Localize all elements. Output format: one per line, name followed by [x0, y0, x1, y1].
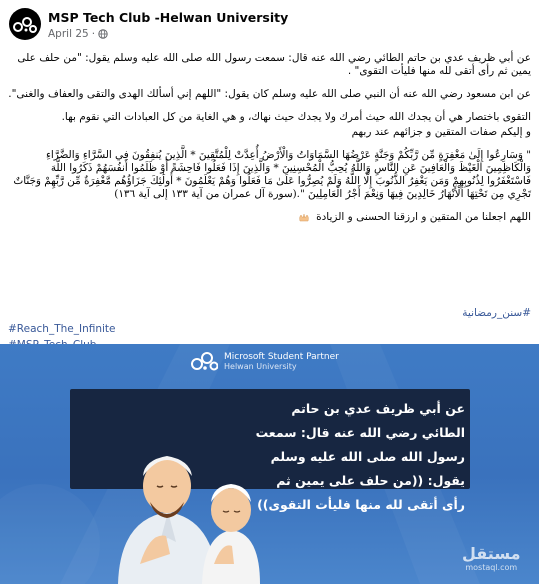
logo-subtitle: Helwan University	[224, 361, 297, 371]
paragraph-hadith-2: عن ابن مسعود رضي الله عنه أن النبي صلى الله عليه وسلم كان يقول: "اللهم إني أسألك الهدى والتقى والعفاف والغنى".	[8, 88, 531, 100]
paragraph-dua	[8, 211, 531, 224]
paragraph-taqwa: التقوى باختصار هي أن يجدك الله حيث أمرك ولا يجدك حيث نهاك، و هي الغاية من كل العبادات التي نقوم بها.	[61, 111, 531, 123]
post-image[interactable]	[0, 344, 539, 584]
paragraph-intro: و إليكم صفات المتقين و جزائهم عند ربهم	[351, 126, 531, 138]
dua-text: اللهم اجعلنا من المتقين و ارزقنا الحسنى و الزيادة	[316, 211, 531, 223]
quran-verses: " وَسَارِعُوا إِلَىٰ مَغْفِرَةٍ مِّن رَّبِّكُمْ وَجَنَّةٍ عَرْضُهَا السَّمَاوَاتُ وَالْأَرْضُ أُعِدَّتْ لِلْمُتَّقِينَ * الَّذِينَ يُنفِقُونَ فِي السَّرَّاءِ وَالضَّرَّاءِ وَالْكَاظِمِينَ الْغَيْظَ وَالْعَافِينَ عَنِ النَّاسِ وَاللَّهُ يُحِبُّ الْمُحْسِنِينَ * وَالَّذِينَ إِذَا فَعَلُوا فَاحِشَةً أَوْ ظَلَمُوا أَنفُسَهُمْ ذَكَرُوا اللَّهَ فَاسْتَغْفَرُوا لِذُنُوبِهِمْ وَمَن يَغْفِرُ الذُّنُوبَ إِلَّا اللَّهُ وَلَمْ يُصِرُّوا عَلَىٰ مَا فَعَلُوا وَهُمْ يَعْلَمُونَ * أُولَٰئِكَ جَزَاؤُهُم مَّغْفِرَةٌ مِّن رَّبِّهِمْ وَجَنَّاتٌ تَجْرِي مِن تَحْتِهَا الْأَنْهَارُ خَالِدِينَ فِيهَا وَنِعْمَ أَجْرُ الْعَامِلِينَ ".(سورة آل عمران من آية ١٣٣ إلى آية ١٣٦)	[13, 149, 531, 200]
post-text	[8, 52, 531, 234]
watermark-url: mostaql.com	[465, 563, 518, 572]
post-date[interactable]: April 25	[48, 28, 89, 40]
watermark	[462, 544, 521, 572]
globe-icon	[98, 29, 108, 39]
msp-logo	[190, 350, 339, 372]
page-name-link[interactable]: MSP Tech Club -Helwan University	[48, 10, 289, 25]
msp-logo-icon	[12, 14, 38, 34]
post-meta	[48, 28, 108, 40]
praying-family-illustration	[110, 414, 260, 584]
hands-emoji-icon	[298, 212, 310, 223]
hashtag-ramadan[interactable]: #سنن_رمضانية	[462, 307, 531, 319]
hashtag-reach-the-infinite[interactable]: #Reach_The_Infinite	[8, 323, 116, 335]
image-hadith-text: عن أبي ظريف عدي بن حاتم الطائي رضي الله عنه قال: سمعت رسول الله صلى الله عليه وسلم يقول: ((من حلف على يمين ثم رأى أتقى لله منها فليأت التقوى))	[255, 401, 465, 512]
paragraph-hadith-1: عن أبي ظريف عدي بن حاتم الطائي رضي الله عنه قال: سمعت رسول الله صلى الله عليه وسلم يقول: "من حلف على يمين ثم رأى أتقى لله منها فليأت التقوى" .	[17, 52, 531, 77]
watermark-arabic: مستقل	[462, 544, 521, 563]
logo-title: Microsoft Student Partner	[224, 351, 339, 362]
avatar[interactable]	[9, 8, 41, 40]
meta-separator: ·	[91, 28, 96, 40]
msp-logo-icon	[190, 350, 218, 372]
post-header	[0, 0, 539, 50]
